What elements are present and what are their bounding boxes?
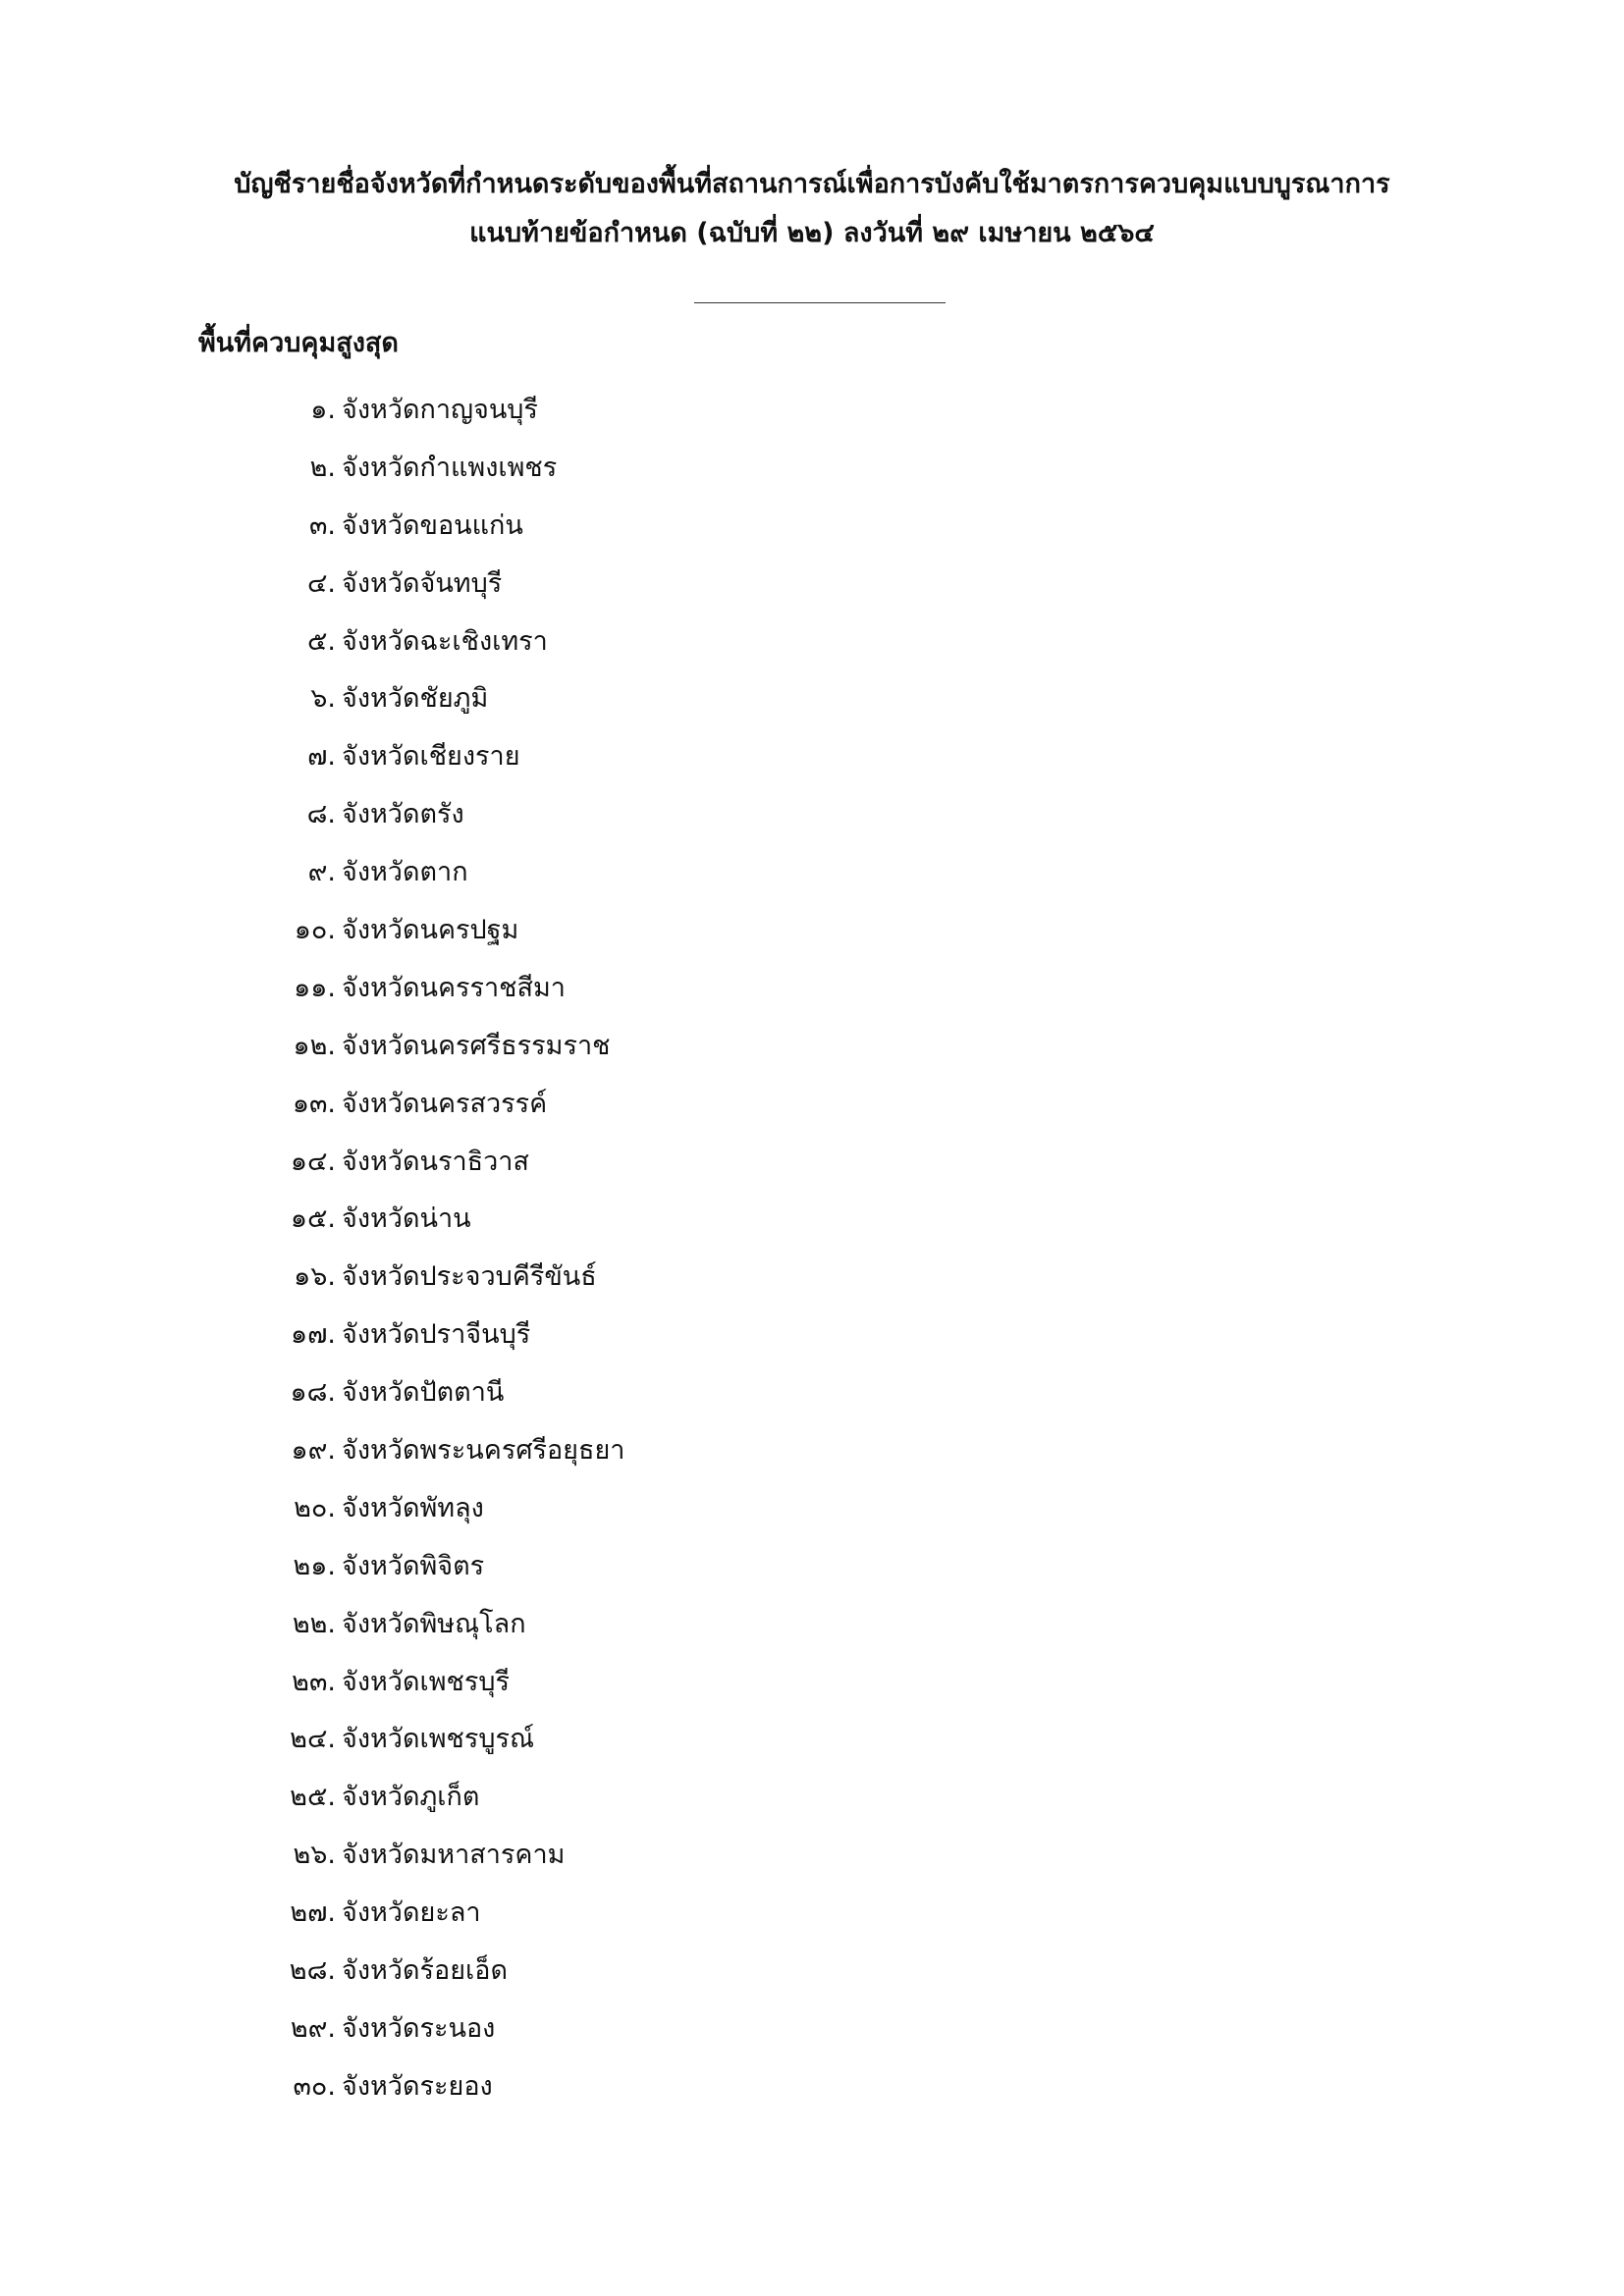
item-number: ๑๕. (290, 1203, 336, 1235)
list-item (0, 1767, 982, 1825)
list-item (0, 1016, 982, 1074)
list-item (0, 612, 982, 669)
province-name: จังหวัดยะลา (342, 1897, 481, 1929)
list-item (0, 554, 982, 612)
list-item (0, 1247, 982, 1305)
province-name: จังหวัดนครปฐม (342, 914, 519, 945)
item-number: ๔. (306, 567, 336, 599)
item-number: ๕. (306, 625, 336, 657)
item-number: ๒๙. (290, 2012, 336, 2044)
document-title-line-2: แนบท้ายข้อกำหนด (ฉบับที่ ๒๒) ลงวันที่ ๒๙ เมษายน ๒๕๖๔ (469, 218, 1155, 248)
item-number: ๒๗. (290, 1897, 336, 1929)
province-name: จังหวัดกาญจนบุรี (342, 394, 538, 425)
item-number: ๒๕. (290, 1782, 336, 1813)
list-item (0, 1305, 982, 1362)
province-name: จังหวัดพิษณุโลก (342, 1608, 526, 1639)
list-item (0, 496, 982, 554)
item-number: ๑๙. (291, 1434, 336, 1466)
province-name: จังหวัดเพชรบุรี (342, 1666, 510, 1697)
province-name: จังหวัดนราธิวาส (342, 1146, 529, 1177)
province-name: จังหวัดพระนครศรีอยุธยา (342, 1434, 625, 1466)
item-number: ๒. (309, 452, 336, 483)
item-number: ๑๐. (294, 914, 336, 945)
list-item (0, 784, 982, 842)
item-number: ๒๐. (294, 1492, 336, 1523)
list-item (0, 438, 982, 496)
list-item (0, 1941, 982, 1999)
list-item (0, 1594, 982, 1652)
list-item (0, 1709, 982, 1767)
item-number: ๒๔. (290, 1724, 336, 1755)
list-item (0, 1420, 982, 1478)
item-number: ๓๐. (293, 2070, 336, 2102)
province-name: จังหวัดพัทลุง (342, 1492, 484, 1523)
list-item (0, 1362, 982, 1420)
province-name: จังหวัดเชียงราย (342, 741, 520, 773)
list-item (0, 1536, 982, 1594)
list-item (0, 1883, 982, 1941)
list-item (0, 668, 982, 726)
province-name: จังหวัดฉะเชิงเทรา (342, 625, 548, 657)
item-number: ๒๖. (293, 1840, 336, 1871)
province-list (0, 380, 982, 2114)
province-name: จังหวัดมหาสารคาม (342, 1840, 566, 1871)
list-item (0, 1999, 982, 2056)
list-item (0, 1478, 982, 1536)
list-item (0, 1189, 982, 1247)
province-name: จังหวัดตาก (342, 857, 468, 888)
item-number: ๗. (307, 741, 336, 773)
list-item (0, 2056, 982, 2114)
province-name: จังหวัดประจวบคีรีขันธ์ (342, 1261, 597, 1293)
section-heading: พื้นที่ควบคุมสูงสุด (198, 328, 399, 358)
province-name: จังหวัดจันทบุรี (342, 567, 503, 599)
list-item (0, 726, 982, 784)
province-name: จังหวัดร้อยเอ็ด (342, 1954, 509, 1986)
province-name: จังหวัดเพชรบูรณ์ (342, 1724, 535, 1755)
province-name: จังหวัดระยอง (342, 2070, 493, 2102)
item-number: ๑๔. (290, 1146, 336, 1177)
list-item (0, 842, 982, 900)
list-item (0, 1825, 982, 1883)
title-divider (694, 302, 946, 303)
item-number: ๑. (310, 394, 336, 425)
item-number: ๑๘. (290, 1377, 336, 1409)
province-name: จังหวัดกำแพงเพชร (342, 452, 558, 483)
item-number: ๒๓. (292, 1666, 336, 1697)
item-number: ๑๑. (294, 972, 336, 1003)
item-number: ๘. (306, 799, 336, 830)
list-item (0, 1132, 982, 1190)
province-name: จังหวัดนครสวรรค์ (342, 1088, 548, 1119)
province-name: จังหวัดนครราชสีมา (342, 972, 566, 1003)
item-number: ๓. (308, 509, 336, 541)
province-name: จังหวัดปราจีนบุรี (342, 1319, 531, 1351)
province-name: จังหวัดตรัง (342, 799, 464, 830)
item-number: ๙. (307, 857, 336, 888)
item-number: ๒๘. (289, 1954, 336, 1986)
province-name: จังหวัดภูเก็ต (342, 1782, 480, 1813)
province-name: จังหวัดน่าน (342, 1203, 471, 1235)
item-number: ๒๑. (293, 1550, 336, 1581)
document-title-line-1: บัญชีรายชื่อจังหวัดที่กำหนดระดับของพื้นที่สถานการณ์เพื่อการบังคับใช้มาตรการควบคุมแบบบูรณาการ (234, 169, 1390, 199)
list-item (0, 380, 982, 438)
list-item (0, 958, 982, 1016)
item-number: ๑๗. (290, 1319, 336, 1351)
province-name: จังหวัดปัตตานี (342, 1377, 505, 1409)
item-number: ๑๖. (294, 1261, 336, 1293)
item-number: ๑๒. (293, 1030, 336, 1061)
list-item (0, 900, 982, 958)
province-name: จังหวัดระนอง (342, 2012, 496, 2044)
list-item (0, 1652, 982, 1710)
province-name: จังหวัดพิจิตร (342, 1550, 485, 1581)
item-number: ๖. (310, 683, 336, 715)
item-number: ๒๒. (292, 1608, 336, 1639)
province-name: จังหวัดชัยภูมิ (342, 683, 489, 715)
item-number: ๑๓. (292, 1088, 336, 1119)
province-name: จังหวัดนครศรีธรรมราช (342, 1030, 611, 1061)
province-name: จังหวัดขอนแก่น (342, 509, 523, 541)
list-item (0, 1074, 982, 1132)
